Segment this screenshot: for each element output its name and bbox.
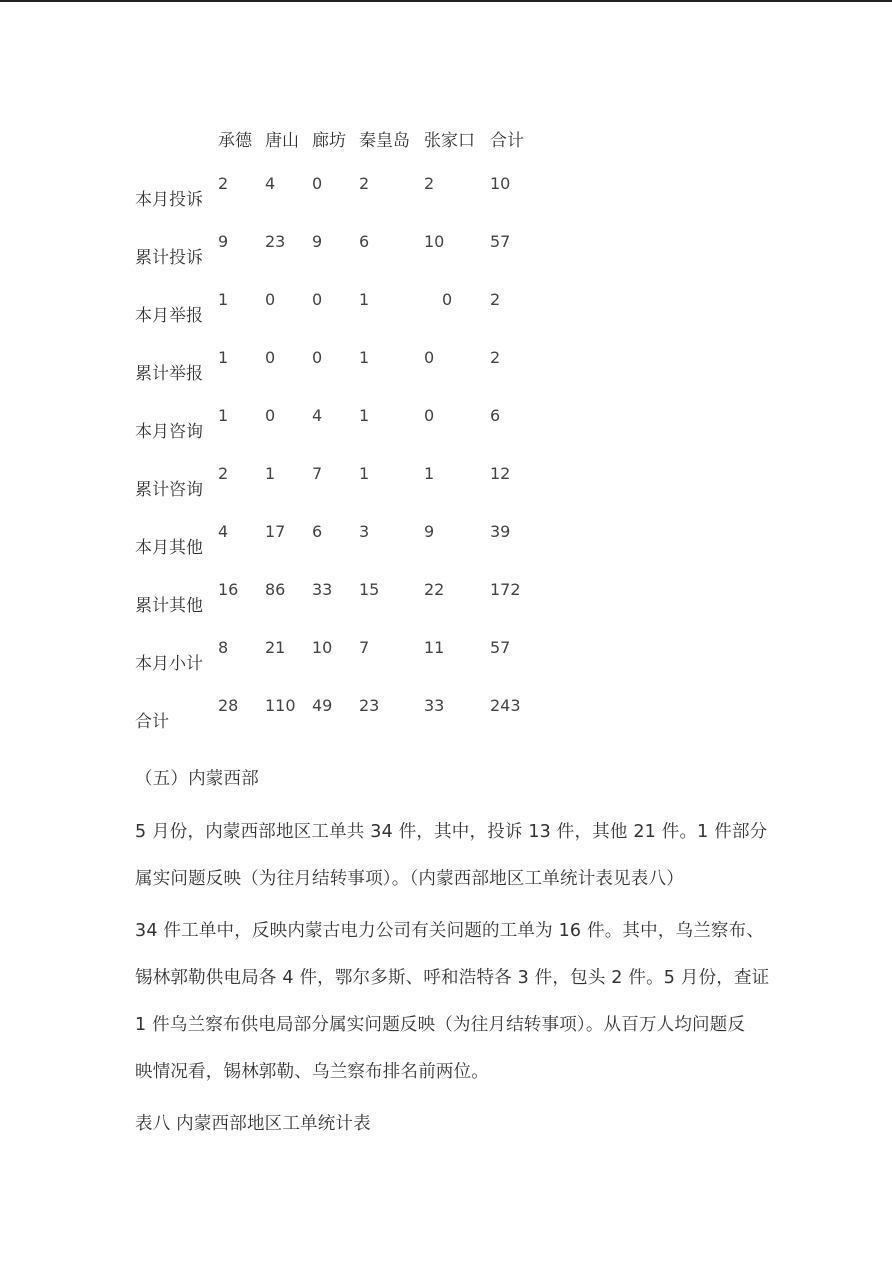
table-cell: 7 (312, 464, 323, 483)
table-cell: 9 (218, 232, 229, 251)
table-cell: 57 (490, 232, 511, 251)
paragraph-line: 5 月份，内蒙西部地区工单共 34 件，其中，投诉 13 件，其他 21 件。1 件部分 (135, 822, 768, 842)
column-header: 张家口 (424, 131, 475, 151)
table-cell: 10 (312, 638, 333, 657)
row-label: 累计其他 (135, 596, 203, 616)
table-cell: 10 (490, 174, 511, 193)
table-cell: 10 (424, 232, 445, 251)
table-cell: 110 (265, 696, 296, 715)
table-cell: 243 (490, 696, 521, 715)
table-cell: 12 (490, 464, 511, 483)
table-cell: 4 (218, 522, 229, 541)
table-cell: 0 (265, 348, 276, 367)
table-cell: 1 (359, 290, 370, 309)
table-cell: 1 (359, 464, 370, 483)
table-cell: 17 (265, 522, 286, 541)
row-label: 本月投诉 (135, 190, 203, 210)
table-cell: 1 (359, 348, 370, 367)
table-cell: 1 (218, 406, 229, 425)
column-header: 承德 (218, 131, 252, 151)
table-cell: 2 (218, 464, 229, 483)
column-header: 唐山 (265, 131, 299, 151)
table-cell: 28 (218, 696, 239, 715)
table-cell: 6 (359, 232, 370, 251)
row-label: 合计 (135, 712, 169, 732)
table-cell: 3 (359, 522, 370, 541)
table-cell: 0 (265, 290, 276, 309)
row-label: 累计投诉 (135, 248, 203, 268)
section-heading: （五）内蒙西部 (135, 769, 259, 789)
table-cell: 33 (424, 696, 445, 715)
row-label: 本月其他 (135, 538, 203, 558)
table-cell: 49 (312, 696, 333, 715)
table-cell: 0 (312, 290, 323, 309)
table-cell: 172 (490, 580, 521, 599)
table-cell: 1 (424, 464, 435, 483)
row-label: 本月小计 (135, 654, 203, 674)
row-label: 累计咨询 (135, 480, 203, 500)
table-cell: 22 (424, 580, 445, 599)
table-cell: 0 (424, 348, 435, 367)
table-cell: 1 (218, 348, 229, 367)
table-cell: 2 (359, 174, 370, 193)
table-cell: 6 (490, 406, 501, 425)
table-cell: 1 (265, 464, 276, 483)
table-caption: 表八 内蒙西部地区工单统计表 (135, 1114, 371, 1134)
table-cell: 39 (490, 522, 511, 541)
table-cell: 33 (312, 580, 333, 599)
row-label: 本月咨询 (135, 422, 203, 442)
table-cell: 6 (312, 522, 323, 541)
table-cell: 57 (490, 638, 511, 657)
table-cell: 8 (218, 638, 229, 657)
column-header: 合计 (490, 131, 524, 151)
table-cell: 4 (265, 174, 276, 193)
table-cell: 1 (359, 406, 370, 425)
row-label: 本月举报 (135, 306, 203, 326)
table-cell: 2 (424, 174, 435, 193)
table-cell: 0 (442, 290, 453, 309)
table-cell: 9 (312, 232, 323, 251)
paragraph-line: 映情况看，锡林郭勒、乌兰察布排名前两位。 (135, 1062, 489, 1082)
table-cell: 0 (312, 174, 323, 193)
table-cell: 0 (312, 348, 323, 367)
paragraph-line: 34 件工单中，反映内蒙古电力公司有关问题的工单为 16 件。其中，乌兰察布、 (135, 921, 765, 941)
paragraph-line: 1 件乌兰察布供电局部分属实问题反映（为往月结转事项）。从百万人均问题反 (135, 1015, 746, 1035)
table-cell: 4 (312, 406, 323, 425)
table-cell: 21 (265, 638, 286, 657)
table-cell: 11 (424, 638, 445, 657)
column-header: 廊坊 (312, 131, 346, 151)
table-cell: 23 (265, 232, 286, 251)
table-cell: 0 (265, 406, 276, 425)
table-cell: 7 (359, 638, 370, 657)
row-label: 累计举报 (135, 364, 203, 384)
table-cell: 2 (490, 348, 501, 367)
paragraph-line: 锡林郭勒供电局各 4 件，鄂尔多斯、呼和浩特各 3 件，包头 2 件。5 月份，查证 (135, 968, 770, 988)
column-header: 秦皇岛 (359, 131, 410, 151)
table-cell: 16 (218, 580, 239, 599)
table-cell: 9 (424, 522, 435, 541)
paragraph-line: 属实问题反映（为往月结转事项）。（内蒙西部地区工单统计表见表八） (135, 869, 684, 889)
table-cell: 2 (490, 290, 501, 309)
table-cell: 23 (359, 696, 380, 715)
table-cell: 1 (218, 290, 229, 309)
table-cell: 0 (424, 406, 435, 425)
table-cell: 86 (265, 580, 286, 599)
table-cell: 15 (359, 580, 380, 599)
table-cell: 2 (218, 174, 229, 193)
